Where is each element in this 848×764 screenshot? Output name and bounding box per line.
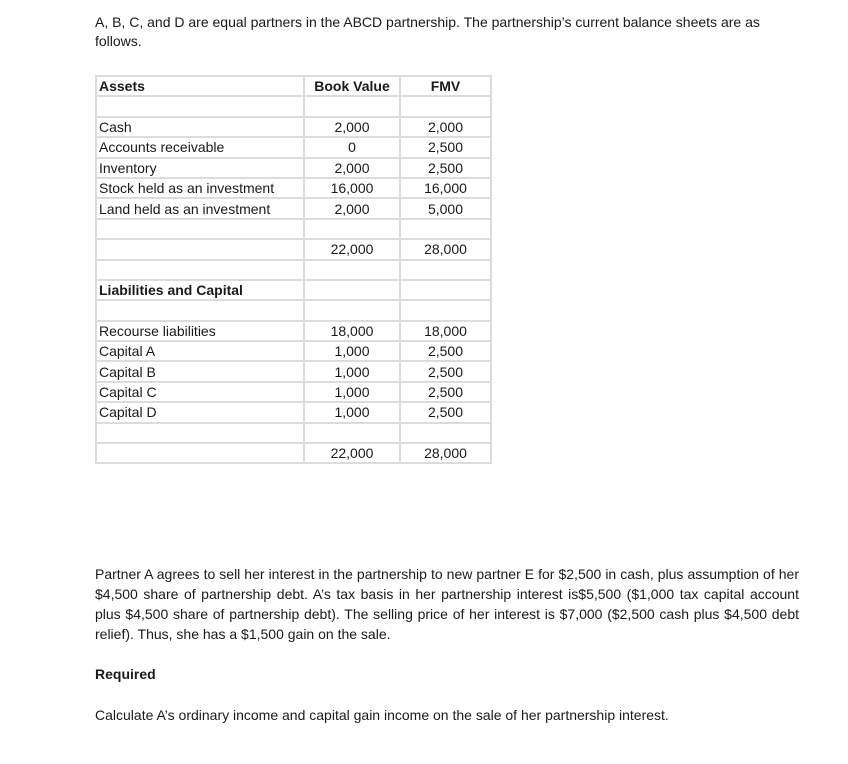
row-label: Capital D — [96, 402, 304, 422]
fmv-value: 2,500 — [400, 382, 491, 402]
row-label: Accounts receivable — [96, 137, 304, 157]
row-label: Inventory — [96, 158, 304, 178]
liabilities-total-book: 22,000 — [304, 443, 400, 463]
required-heading: Required — [95, 666, 156, 682]
table-row — [96, 402, 491, 422]
liabilities-heading: Liabilities and Capital — [96, 280, 304, 300]
fmv-value: 5,000 — [400, 198, 491, 218]
table-row — [96, 198, 491, 218]
blank-row — [96, 260, 491, 280]
scenario-paragraph: Partner A agrees to sell her interest in the partnership to new partner E for $2,500 in cash, plus assumption of her $4,500 share of partnership debt. A’s tax basis in her partnership interest is$5,500 ($1,000 tax capital account plus $4,500 share of partnership debt). The selling price of her interest is $7,000 ($2,500 cash plus $4,500 debt relief). Thus, she has a $1,500 gain on the sale. — [95, 566, 799, 642]
row-label: Capital C — [96, 382, 304, 402]
liabilities-total-fmv: 28,000 — [400, 443, 491, 463]
fmv-value: 2,500 — [400, 361, 491, 381]
fmv-value: 16,000 — [400, 178, 491, 198]
blank-row — [96, 423, 491, 443]
row-label: Capital B — [96, 361, 304, 381]
table-row — [96, 178, 491, 198]
row-label: Cash — [96, 117, 304, 137]
assets-header: Assets — [96, 76, 304, 96]
book-value: 2,000 — [304, 158, 400, 178]
blank-row — [96, 219, 491, 239]
fmv-value: 2,500 — [400, 137, 491, 157]
table-row — [96, 361, 491, 381]
fmv-value: 2,000 — [400, 117, 491, 137]
book-value: 18,000 — [304, 321, 400, 341]
blank-row — [96, 96, 491, 116]
blank-row — [96, 300, 491, 320]
book-value: 1,000 — [304, 382, 400, 402]
fmv-value: 2,500 — [400, 158, 491, 178]
table-row — [96, 341, 491, 361]
assets-total-fmv: 28,000 — [400, 239, 491, 259]
book-value-header: Book Value — [304, 76, 400, 96]
book-value: 2,000 — [304, 117, 400, 137]
row-label: Recourse liabilities — [96, 321, 304, 341]
table-row — [96, 137, 491, 157]
table-row — [96, 321, 491, 341]
intro-text: A, B, C, and D are equal partners in the ABCD partnership. The partnership’s current balance sheets are as follows. — [95, 14, 760, 49]
assets-total-row — [96, 239, 491, 259]
balance-sheet-table — [95, 75, 492, 464]
row-label: Capital A — [96, 341, 304, 361]
liabilities-header-row — [96, 280, 491, 300]
table-header-row — [96, 76, 491, 96]
book-value: 0 — [304, 137, 400, 157]
row-label: Stock held as an investment — [96, 178, 304, 198]
book-value: 16,000 — [304, 178, 400, 198]
row-label: Land held as an investment — [96, 198, 304, 218]
assets-total-book: 22,000 — [304, 239, 400, 259]
book-value: 2,000 — [304, 198, 400, 218]
table-row — [96, 117, 491, 137]
table-row — [96, 382, 491, 402]
table-row — [96, 158, 491, 178]
fmv-value: 2,500 — [400, 402, 491, 422]
fmv-header: FMV — [400, 76, 491, 96]
fmv-value: 18,000 — [400, 321, 491, 341]
liabilities-total-row — [96, 443, 491, 463]
book-value: 1,000 — [304, 341, 400, 361]
book-value: 1,000 — [304, 361, 400, 381]
task-text: Calculate A’s ordinary income and capital gain income on the sale of her partnership interest. — [95, 707, 669, 723]
book-value: 1,000 — [304, 402, 400, 422]
fmv-value: 2,500 — [400, 341, 491, 361]
